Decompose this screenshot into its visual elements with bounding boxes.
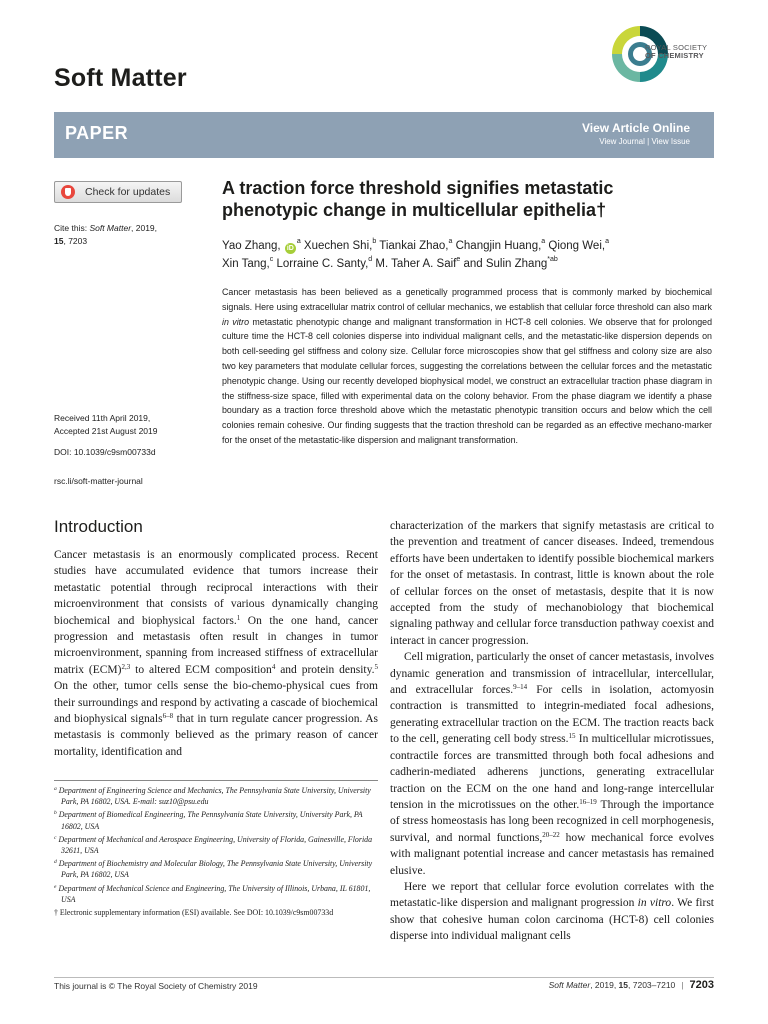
- article-type-banner: [54, 112, 714, 158]
- footnote-e: $^e$ Department of Mechanical Science and Engineering, The University of Illinois, Urbana, IL 61801, USA: [54, 883, 371, 904]
- journal-link[interactable]: rsc.li/soft-matter-journal: [54, 476, 143, 486]
- footer-citation: Soft Matter, 2019, 15, 7203–7210 | 7203: [548, 979, 714, 991]
- body-column-right: [390, 518, 714, 945]
- rsc-logo-text: ROYAL SOCIETY OF CHEMISTRY: [645, 43, 708, 60]
- authors-line-2: Xin Tang,$^c$ Lorraine C. Santy,$^d$ M. Taher A. Saif$^e$ and Sulin Zhang$^{*ab}$: [222, 256, 558, 270]
- orcid-icon[interactable]: iD: [286, 245, 294, 252]
- journal-title: Soft Matter: [54, 64, 187, 92]
- esi-note: † Electronic supplementary information (ESI) available. See DOI: 10.1039/c9sm00733d: [54, 908, 334, 918]
- bookmark-badge-icon: [61, 185, 75, 199]
- footer-divider: [54, 977, 714, 978]
- paragraph: Here we report that cellular force evolution correlates with the metastatic-like dispersion and malignant progression in vitro. We first show that cohesive human colon carcinoma (HCT-8) cell colonies disperse into individual malignant cells: [390, 880, 714, 943]
- footnote-d: $^d$ Department of Biochemistry and Molecular Biology, The Pennsylvania State University, University Park, PA 16802, USA: [54, 859, 373, 880]
- dates-block: [54, 412, 158, 438]
- footnote-c: $^c$ Department of Mechanical and Aerospace Engineering, University of Florida, Gainesville, Florida 32611, USA: [54, 834, 373, 856]
- doi[interactable]: DOI: 10.1039/c9sm00733d: [54, 447, 156, 457]
- paragraph: characterization of the markers that signify metastasis are critical to the prevention and treatment of cancer diseases. Indeed, tremendous efforts have been undertaken to identify possible biochemical markers for the onset of metastasis. In contrast, little is known about the role of cellular forces on the onset of metastasis, despite that it is now accepted from the study of mechanobiology that biochemical signaling pathway and cellular force transduction pathway coexist and interact in cancer progression.: [390, 520, 714, 647]
- page-number: 7203: [689, 979, 714, 991]
- article-type-label: PAPER: [65, 123, 129, 143]
- abstract: Cancer metastasis has been believed as a genetically programmed process that is commonly marked by biochemical signals. Here using extracellular matrix control of cellular mechanics, we establish that cellular force threshold can also mark in vitro metastatic phenotypic change and malignant transformation in HCT-8 cell colonies. We observe that for prolonged culture time the HCT-8 cell colonies disperse into individual malignant cells, and the metastatic-like dispersion depends on both cell-seeding gel stiffness and colony size. Cellular force microscopies show that gel stiffness and colony size are also two key parameters that modulate cellular forces, suggesting the correlations between the cellular forces and the metastatic phenotypic change. Using our recently developed biophysical model, we construct an extracellular traction phase diagram in the stiffness-size space, filled with experimental data on the colony behavior. From the phase diagram we identify a phase boundary as a traction force threshold above which the metastatic phenotypic transition occurs and below which the cell colonies remain cohesive. Our finding suggests that the traction threshold can be regarded as an effective mechano-marker for the onset of the metastatic-like dispersion and malignant transformation.: [222, 287, 713, 445]
- footnote-divider: [54, 780, 378, 781]
- footer-copyright: This journal is © The Royal Society of Chemistry 2019: [54, 981, 258, 991]
- authors-line-1: Yao Zhang, $iD^a$ Xuechen Shi,$^b$ Tiankai Zhao,$^a$ Changjin Huang,$^a$ Qiong Wei,$^a$: [222, 238, 609, 252]
- citation-block: Cite this: Soft Matter, 2019, 15, 7203: [54, 223, 158, 246]
- view-journal-link[interactable]: View Journal: [599, 137, 645, 146]
- paragraph: Cell migration, particularly the onset of cancer metastasis, involves dynamic generation and transmission of intracellular, intercellular, and extracellular forces.$^{9-14}$ For cells in isolation, actomyosin contraction is transmitted to integrin-mediated focal adhesions, generating extracellular traction on the ECM. The traction reacts back to the cell, generating cell body stress.$^{15}$ In multicellular microtissues, contractile forces are transmitted through both focal adhesions and cadherin-mediated adherens junctions, generating extracellular traction on the ECM on the one hand and long-range intercellular tension in the microtissues on the other.$^{16-19}$ Through the importance of stress homeostasis has long been recognized in cell morphogenesis, survival, and normal functions,$^{20-22}$ how mechanical force evolves with malignant potential increase and cancer metastasis has remained elusive.: [390, 651, 714, 877]
- footnote-b: $^b$ Department of Biomedical Engineering, The Pennsylvania State University, University Park, PA 16802, USA: [54, 810, 363, 831]
- author-list: [222, 237, 712, 273]
- rsc-logo: [608, 22, 718, 86]
- accepted-date: Accepted 21st August 2019: [54, 426, 158, 436]
- check-for-updates-button[interactable]: [54, 181, 182, 203]
- banner-links: View Journal | View Issue: [599, 137, 690, 146]
- view-issue-link[interactable]: View Issue: [651, 137, 690, 146]
- footnotes: [54, 785, 378, 920]
- footnote-a: $^a$ Department of Engineering Science and Mechanics, The Pennsylvania State University, University Park, PA 16802, USA. E-mail: suz10@psu.edu: [54, 786, 371, 807]
- paragraph: Cancer metastasis is an enormously complicated process. Recent studies have accumulated evidence that tumors increase their metastatic potential through reciprocal interactions with their microenvironment that consists of various dynamically changing biochemical and biophysical factors.$^1$ On the one hand, cancer progression and metastasis often result in changes in tumor microenvironment, spanning from increased stiffness of extracellular matrix (ECM)$^{2,3}$ to altered ECM composition$^4$ and protein density.$^5$ On the other, tumor cells sense the bio-chemo-physical cues from their surroundings and respond by activating a cascade of biochemical and biophysical signals$^{6-8}$ that in turn regulate cancer progression. As metastasis is commonly believed as the primary reason of cancer mortality, identification and: [54, 549, 378, 758]
- body-column-left: [54, 547, 378, 760]
- received-date: Received 11th April 2019,: [54, 413, 151, 423]
- view-article-online-link[interactable]: View Article Online: [581, 121, 690, 135]
- article-title: A traction force threshold signifies metastatic phenotypic change in multicellular epithelia†: [222, 178, 614, 220]
- check-for-updates-label: Check for updates: [85, 186, 171, 198]
- section-heading-introduction: Introduction: [54, 517, 143, 536]
